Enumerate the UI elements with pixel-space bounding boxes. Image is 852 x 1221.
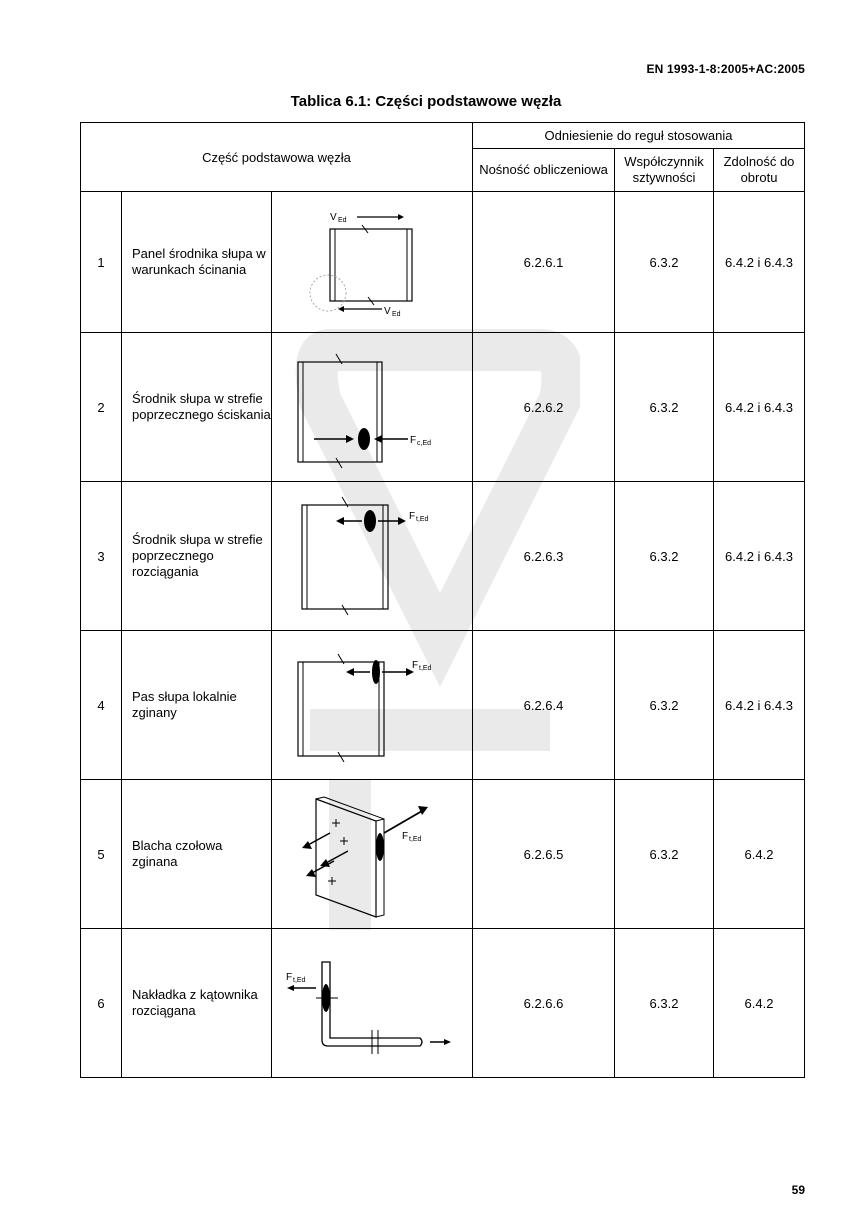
label-f: F — [409, 511, 416, 522]
row-number: 2 — [81, 333, 122, 482]
table-row — [81, 631, 805, 780]
row-number: 1 — [81, 192, 122, 333]
label-t-ed: t,Ed — [409, 836, 422, 843]
header-rotation: Zdolność do obrotu — [714, 149, 805, 192]
label-f: F — [410, 435, 417, 446]
figure-web-transverse-compression — [272, 333, 473, 482]
table-title: Tablica 6.1: Części podstawowe węzła — [290, 93, 562, 110]
ref-stiffness: 6.3.2 — [615, 631, 714, 780]
ref-rotation: 6.4.2 — [714, 929, 805, 1078]
table-row — [81, 482, 805, 631]
row-description: Środnik słupa w strefie poprzecznego ściskania — [122, 333, 272, 482]
ref-resistance: 6.2.6.6 — [473, 929, 615, 1078]
label-ed: Ed — [392, 311, 401, 318]
row-description: Panel środnika słupa w warunkach ścinania — [122, 192, 272, 333]
ref-stiffness: 6.3.2 — [615, 780, 714, 929]
row-number: 4 — [81, 631, 122, 780]
header-refs-group: Odniesienie do reguł stosowania — [473, 123, 805, 149]
row-description: Środnik słupa w strefie poprzecznego rozciągania — [122, 482, 272, 631]
figure-flange-bending — [272, 631, 473, 780]
figure-angle-cleat-tension — [272, 929, 473, 1078]
ref-resistance: 6.2.6.4 — [473, 631, 615, 780]
parts-table — [80, 122, 805, 1078]
label-v: V — [384, 306, 391, 317]
row-description: Pas słupa lokalnie zginany — [122, 631, 272, 780]
table-row — [81, 192, 805, 333]
label-f: F — [402, 831, 409, 842]
label-f: F — [286, 972, 293, 983]
row-number: 5 — [81, 780, 122, 929]
label-t-ed: t,Ed — [293, 977, 306, 984]
ref-stiffness: 6.3.2 — [615, 929, 714, 1078]
row-description: Nakładka z kątownika rozciągana — [122, 929, 272, 1078]
row-number: 6 — [81, 929, 122, 1078]
row-number: 3 — [81, 482, 122, 631]
header-stiffness: Współczynnik sztywności — [615, 149, 714, 192]
label-f: F — [412, 660, 419, 671]
figure-end-plate-bending — [272, 780, 473, 929]
ref-resistance: 6.2.6.1 — [473, 192, 615, 333]
ref-stiffness: 6.3.2 — [615, 333, 714, 482]
figure-web-transverse-tension — [272, 482, 473, 631]
label-v: V — [330, 212, 337, 223]
label-t-ed: t,Ed — [416, 516, 429, 523]
table-row — [81, 333, 805, 482]
ref-stiffness: 6.3.2 — [615, 482, 714, 631]
ref-rotation: 6.4.2 i 6.4.3 — [714, 333, 805, 482]
ref-resistance: 6.2.6.2 — [473, 333, 615, 482]
label-t-ed: t,Ed — [419, 665, 432, 672]
header-part: Część podstawowa węzła — [81, 123, 473, 192]
figure-web-panel-shear — [272, 192, 473, 333]
ref-resistance: 6.2.6.5 — [473, 780, 615, 929]
ref-rotation: 6.4.2 — [714, 780, 805, 929]
header-resistance: Nośność obliczeniowa — [473, 149, 615, 192]
table-row — [81, 929, 805, 1078]
table-row — [81, 780, 805, 929]
ref-rotation: 6.4.2 i 6.4.3 — [714, 631, 805, 780]
ref-rotation: 6.4.2 i 6.4.3 — [714, 482, 805, 631]
ref-stiffness: 6.3.2 — [615, 192, 714, 333]
ref-rotation: 6.4.2 i 6.4.3 — [714, 192, 805, 333]
label-ed: Ed — [338, 217, 347, 224]
document-code: EN 1993-1-8:2005+AC:2005 — [646, 62, 805, 76]
page-number: 59 — [791, 1183, 805, 1197]
label-c-ed: c,Ed — [417, 440, 432, 447]
ref-resistance: 6.2.6.3 — [473, 482, 615, 631]
row-description: Blacha czołowa zginana — [122, 780, 272, 929]
